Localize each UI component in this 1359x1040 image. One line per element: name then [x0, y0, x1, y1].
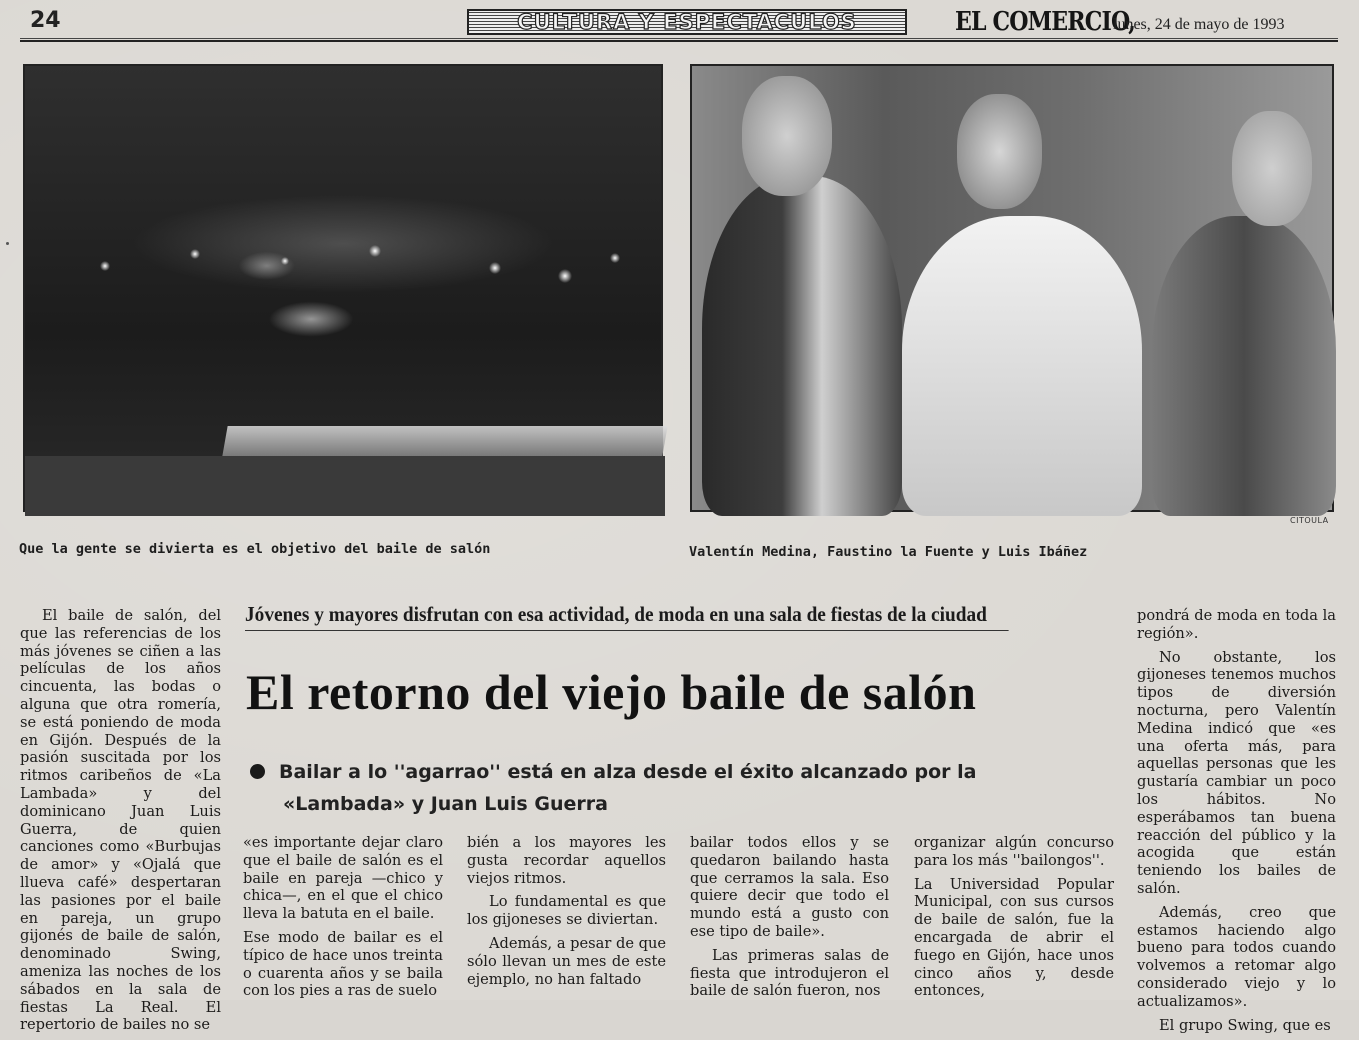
paragraph: No obstante, los gijoneses tenemos muchos tipos de diversión nocturna, pero Valentín Medina indicó que «es una oferta más, para aquellas personas que les gustaría cambiar un poco los hábitos. No esperábamos tan buena reacción del público y la acogida que están teniendo los bailes de salón.	[1137, 648, 1336, 897]
stage-lights	[45, 236, 645, 296]
column-c	[690, 834, 889, 1006]
subhead-line-2: «Lambada» y Juan Luis Guerra	[283, 793, 608, 815]
person-left	[702, 176, 902, 516]
paragraph: La Universidad Popular Municipal, con sus cursos de baile de salón, fue la encargada de abrir el fuego en Gijón, hace unos cinco años y, desde entonces,	[914, 875, 1114, 1000]
paragraph: Ese modo de bailar es el típico de hace unos treinta o cuarenta años y se baila con los pies a ras de suelo	[243, 928, 443, 1000]
section-title: CULTURA Y ESPECTACULOS	[467, 9, 907, 35]
article-subhead	[250, 756, 1010, 820]
bullet-icon	[250, 764, 265, 779]
paragraph: Lo fundamental es que los gijoneses se diviertan.	[467, 893, 666, 929]
column-b	[467, 834, 666, 994]
dance-hall-photo	[23, 64, 663, 512]
issue-date: lunes, 24 de mayo de 1993	[1113, 16, 1285, 33]
paragraph: bién a los mayores les gusta recordar aquellos viejos ritmos.	[467, 834, 666, 887]
three-men-photo	[690, 64, 1334, 512]
article-headline: El retorno del viejo baile de salón	[246, 664, 977, 720]
head-left	[742, 76, 832, 196]
photo-caption-right: Valentín Medina, Faustino la Fuente y Luis Ibáñez	[689, 544, 1088, 560]
article-kicker: Jóvenes y mayores disfrutan con esa actividad, de moda en una sala de fiestas de la ciudad	[245, 602, 1009, 631]
masthead: EL COMERCIO,	[955, 7, 1135, 37]
head-right	[1232, 111, 1312, 226]
column-a	[243, 834, 443, 1006]
photo-caption-left: Que la gente se divierta es el objetivo del baile de salón	[19, 541, 491, 557]
paragraph: El grupo Swing, que es	[1159, 1016, 1331, 1034]
head-center	[957, 94, 1042, 209]
paragraph: organizar algún concurso para los más ''bailongos''.	[914, 834, 1114, 869]
dance-floor	[25, 456, 665, 516]
paragraph: «es importante dejar claro que el baile de salón es el baile en pareja —chico y chica—, en el que el chico lleva la batuta en el baile.	[243, 834, 443, 923]
person-center	[902, 216, 1142, 516]
subhead-line-1: Bailar a lo ''agarrao'' está en alza desde el éxito alcanzado por la	[279, 761, 977, 783]
paragraph: El baile de salón, del que las referencias de los más jóvenes se ciñen a las películas de los años cincuenta, las bodas o alguna que otra romería, se está poniendo de moda en Gijón. Después de la pasión suscitada por los ritmos caribeños de «La Lambada» y del dominicano Juan Luis Guerra, de quien canciones como «Burbujas de amor» y «Ojalá que llueva café» despertaran las pasiones por el baile en pareja, un grupo gijonés de baile de salón, denominado Swing, ameniza las noches de los sábados en la sala de fiestas La Real. El repertorio de bailes no se	[20, 607, 221, 1034]
paragraph: Además, a pesar de que sólo llevan un mes de este ejemplo, no han faltado	[467, 934, 666, 988]
column-right	[1137, 607, 1336, 1040]
paragraph: bailar todos ellos y se quedaron bailando hasta que cerramos la sala. Eso quiere decir que todo el mundo está a gusto con ese tipo de baile».	[690, 834, 889, 940]
page-number: 24	[30, 8, 61, 33]
column-d	[914, 834, 1114, 1006]
paragraph: Las primeras salas de fiesta que introdujeron el baile de salón fueron, nos	[690, 946, 889, 1000]
page-header	[20, 4, 1338, 42]
paragraph: Además, creo que estamos haciendo algo bueno para todos cuando volvemos a retomar algo considerado viejo y lo actualizamos».	[1137, 903, 1336, 1010]
header-rule	[20, 38, 1338, 39]
column-lead	[20, 607, 221, 1040]
person-right	[1152, 216, 1336, 516]
paragraph: pondrá de moda en toda la región».	[1137, 607, 1336, 642]
ink-speck	[6, 242, 9, 245]
stage-edge	[222, 426, 667, 456]
photo-credit: CITOULA	[1290, 516, 1329, 525]
